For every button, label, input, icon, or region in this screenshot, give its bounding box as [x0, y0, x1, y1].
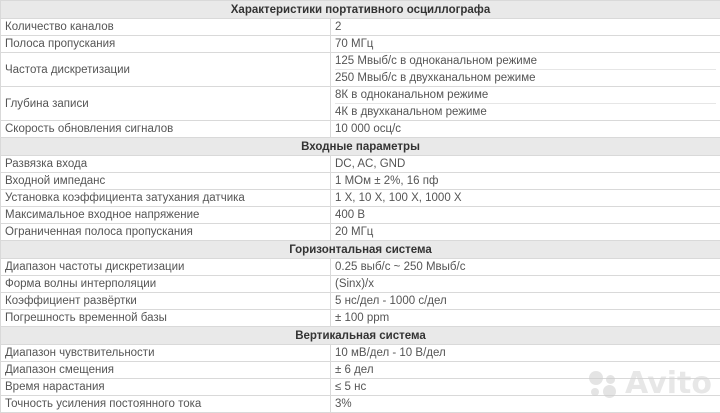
- spec-value: 10 000 осц/с: [331, 121, 720, 138]
- spec-label: Скорость обновления сигналов: [1, 121, 331, 138]
- spec-value: 3%: [331, 396, 720, 413]
- spec-label: Количество каналов: [1, 19, 331, 36]
- table-row: [1, 53, 720, 87]
- spec-value: [331, 53, 720, 87]
- spec-value: 1 X, 10 X, 100 X, 1000 X: [331, 190, 720, 207]
- spec-label: Частота дискретизации: [1, 53, 331, 87]
- table-row: [1, 310, 720, 327]
- table-row: [1, 293, 720, 310]
- section-title: Вертикальная система: [1, 327, 720, 345]
- spec-label: Диапазон смещения: [1, 362, 331, 379]
- spec-value-line: 8К в одноканальном режиме: [335, 87, 716, 103]
- spec-label: Максимальное входное напряжение: [1, 207, 331, 224]
- spec-value: ± 100 ppm: [331, 310, 720, 327]
- table-row: [1, 362, 720, 379]
- spec-label: Полоса пропускания: [1, 36, 331, 53]
- table-row: [1, 379, 720, 396]
- table-row: [1, 190, 720, 207]
- spec-value: ± 6 дел: [331, 362, 720, 379]
- spec-value: (Sinx)/x: [331, 276, 720, 293]
- section-header: [1, 241, 720, 259]
- table-row: [1, 36, 720, 53]
- spec-label: Время нарастания: [1, 379, 331, 396]
- table-row: [1, 87, 720, 121]
- spec-value-line: 125 Мвыб/с в одноканальном режиме: [335, 53, 716, 69]
- table-row: [1, 224, 720, 241]
- spec-value: 0.25 выб/с ~ 250 Мвыб/с: [331, 259, 720, 276]
- section-header: [1, 138, 720, 156]
- spec-value: ≤ 5 нс: [331, 379, 720, 396]
- table-row: [1, 19, 720, 36]
- table-row: [1, 276, 720, 293]
- avito-watermark-text: Avito: [625, 366, 712, 401]
- table-row: [1, 259, 720, 276]
- table-row: [1, 156, 720, 173]
- spec-label: Погрешность временной базы: [1, 310, 331, 327]
- spec-label: Развязка входа: [1, 156, 331, 173]
- spec-label: Точность усиления постоянного тока: [1, 396, 331, 413]
- spec-label: Ограниченная полоса пропускания: [1, 224, 331, 241]
- spec-label: Глубина записи: [1, 87, 331, 121]
- spec-value-line: 4К в двухканальном режиме: [335, 103, 716, 120]
- section-title: Входные параметры: [1, 138, 720, 156]
- spec-value: 1 МОм ± 2%, 16 пф: [331, 173, 720, 190]
- spec-value: 70 МГц: [331, 36, 720, 53]
- spec-label: Диапазон чувствительности: [1, 345, 331, 362]
- spec-value: 10 мВ/дел - 10 В/дел: [331, 345, 720, 362]
- table-row: [1, 173, 720, 190]
- spec-value: 2: [331, 19, 720, 36]
- spec-value: [331, 87, 720, 121]
- section-title: Характеристики портативного осциллографа: [1, 1, 720, 19]
- table-row: [1, 345, 720, 362]
- table-row: [1, 396, 720, 413]
- spec-label: Коэффициент развёртки: [1, 293, 331, 310]
- spec-value: 400 В: [331, 207, 720, 224]
- section-title: Горизонтальная система: [1, 241, 720, 259]
- spec-label: Установка коэффициента затухания датчика: [1, 190, 331, 207]
- spec-value: DC, AC, GND: [331, 156, 720, 173]
- spec-value: 20 МГц: [331, 224, 720, 241]
- spec-label: Форма волны интерполяции: [1, 276, 331, 293]
- table-row: [1, 121, 720, 138]
- spec-label: Диапазон частоты дискретизации: [1, 259, 331, 276]
- table-row: [1, 207, 720, 224]
- spec-label: Входной импеданс: [1, 173, 331, 190]
- spec-value-line: 250 Мвыб/с в двухканальном режиме: [335, 69, 716, 86]
- section-header: [1, 1, 720, 19]
- section-header: [1, 327, 720, 345]
- spec-value: 5 нс/дел - 1000 с/дел: [331, 293, 720, 310]
